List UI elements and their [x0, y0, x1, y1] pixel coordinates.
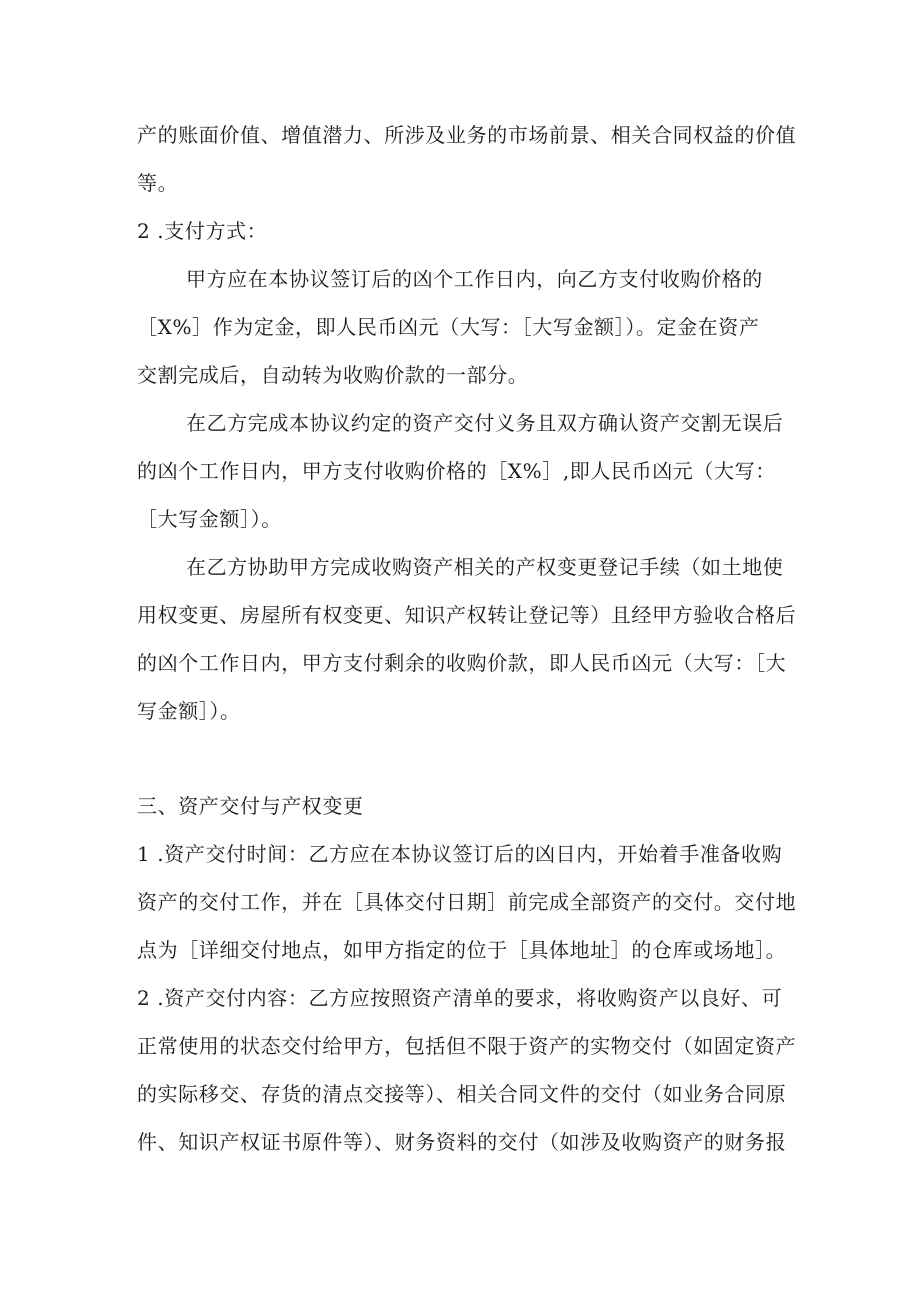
text-line: 正常使用的状态交付给甲方，包括但不限于资产的实物交付（如固定资产: [137, 1034, 797, 1058]
text-line: 产的账面价值、增值潜力、所涉及业务的市场前景、相关合同权益的价值: [137, 123, 797, 147]
section-item-heading: 2 .资产交付内容：乙方应按照资产清单的要求，将收购资产以良好、可: [137, 986, 783, 1010]
text-line: 写金额］）。: [137, 699, 241, 723]
text-line: 的凶个工作日内，甲方支付收购价格的［X%］,即人民币凶元（大写：: [137, 459, 776, 483]
text-line: 件、知识产权证书原件等）、财务资料的交付（如涉及收购资产的财务报: [137, 1130, 787, 1154]
text-line: 点为［详细交付地点，如甲方指定的位于［具体地址］的仓库或场地］。: [137, 938, 787, 962]
section-item-heading: 2 .支付方式：: [137, 219, 268, 243]
text-line: 交割完成后，自动转为收购价款的一部分。: [137, 363, 529, 387]
section-heading: 三、资产交付与产权变更: [137, 794, 364, 818]
section-item-heading: 1 .资产交付时间：乙方应在本协议签订后的凶日内，开始着手准备收购: [137, 842, 783, 866]
text-line: 的凶个工作日内，甲方支付剩余的收购价款，即人民币凶元（大写：［大: [137, 651, 787, 675]
text-line: ［大写金额］）。: [137, 507, 282, 531]
text-line: 用权变更、房屋所有权变更、知识产权转让登记等）且经甲方验收合格后: [137, 603, 797, 627]
text-line: 在乙方协助甲方完成收购资产相关的产权变更登记手续（如土地使: [186, 555, 784, 579]
text-line: 等。: [137, 171, 179, 195]
text-line: ［X%］作为定金，即人民币凶元（大写：［大写金额］）。定金在资产: [137, 315, 760, 339]
text-line: 的实际移交、存货的清点交接等）、相关合同文件的交付（如业务合同原: [137, 1082, 787, 1106]
text-line: 甲方应在本协议签订后的凶个工作日内，向乙方支付收购价格的: [186, 267, 763, 291]
text-line: 在乙方完成本协议约定的资产交付义务且双方确认资产交割无误后: [186, 411, 784, 435]
text-line: 资产的交付工作，并在［具体交付日期］前完成全部资产的交付。交付地: [137, 890, 797, 914]
